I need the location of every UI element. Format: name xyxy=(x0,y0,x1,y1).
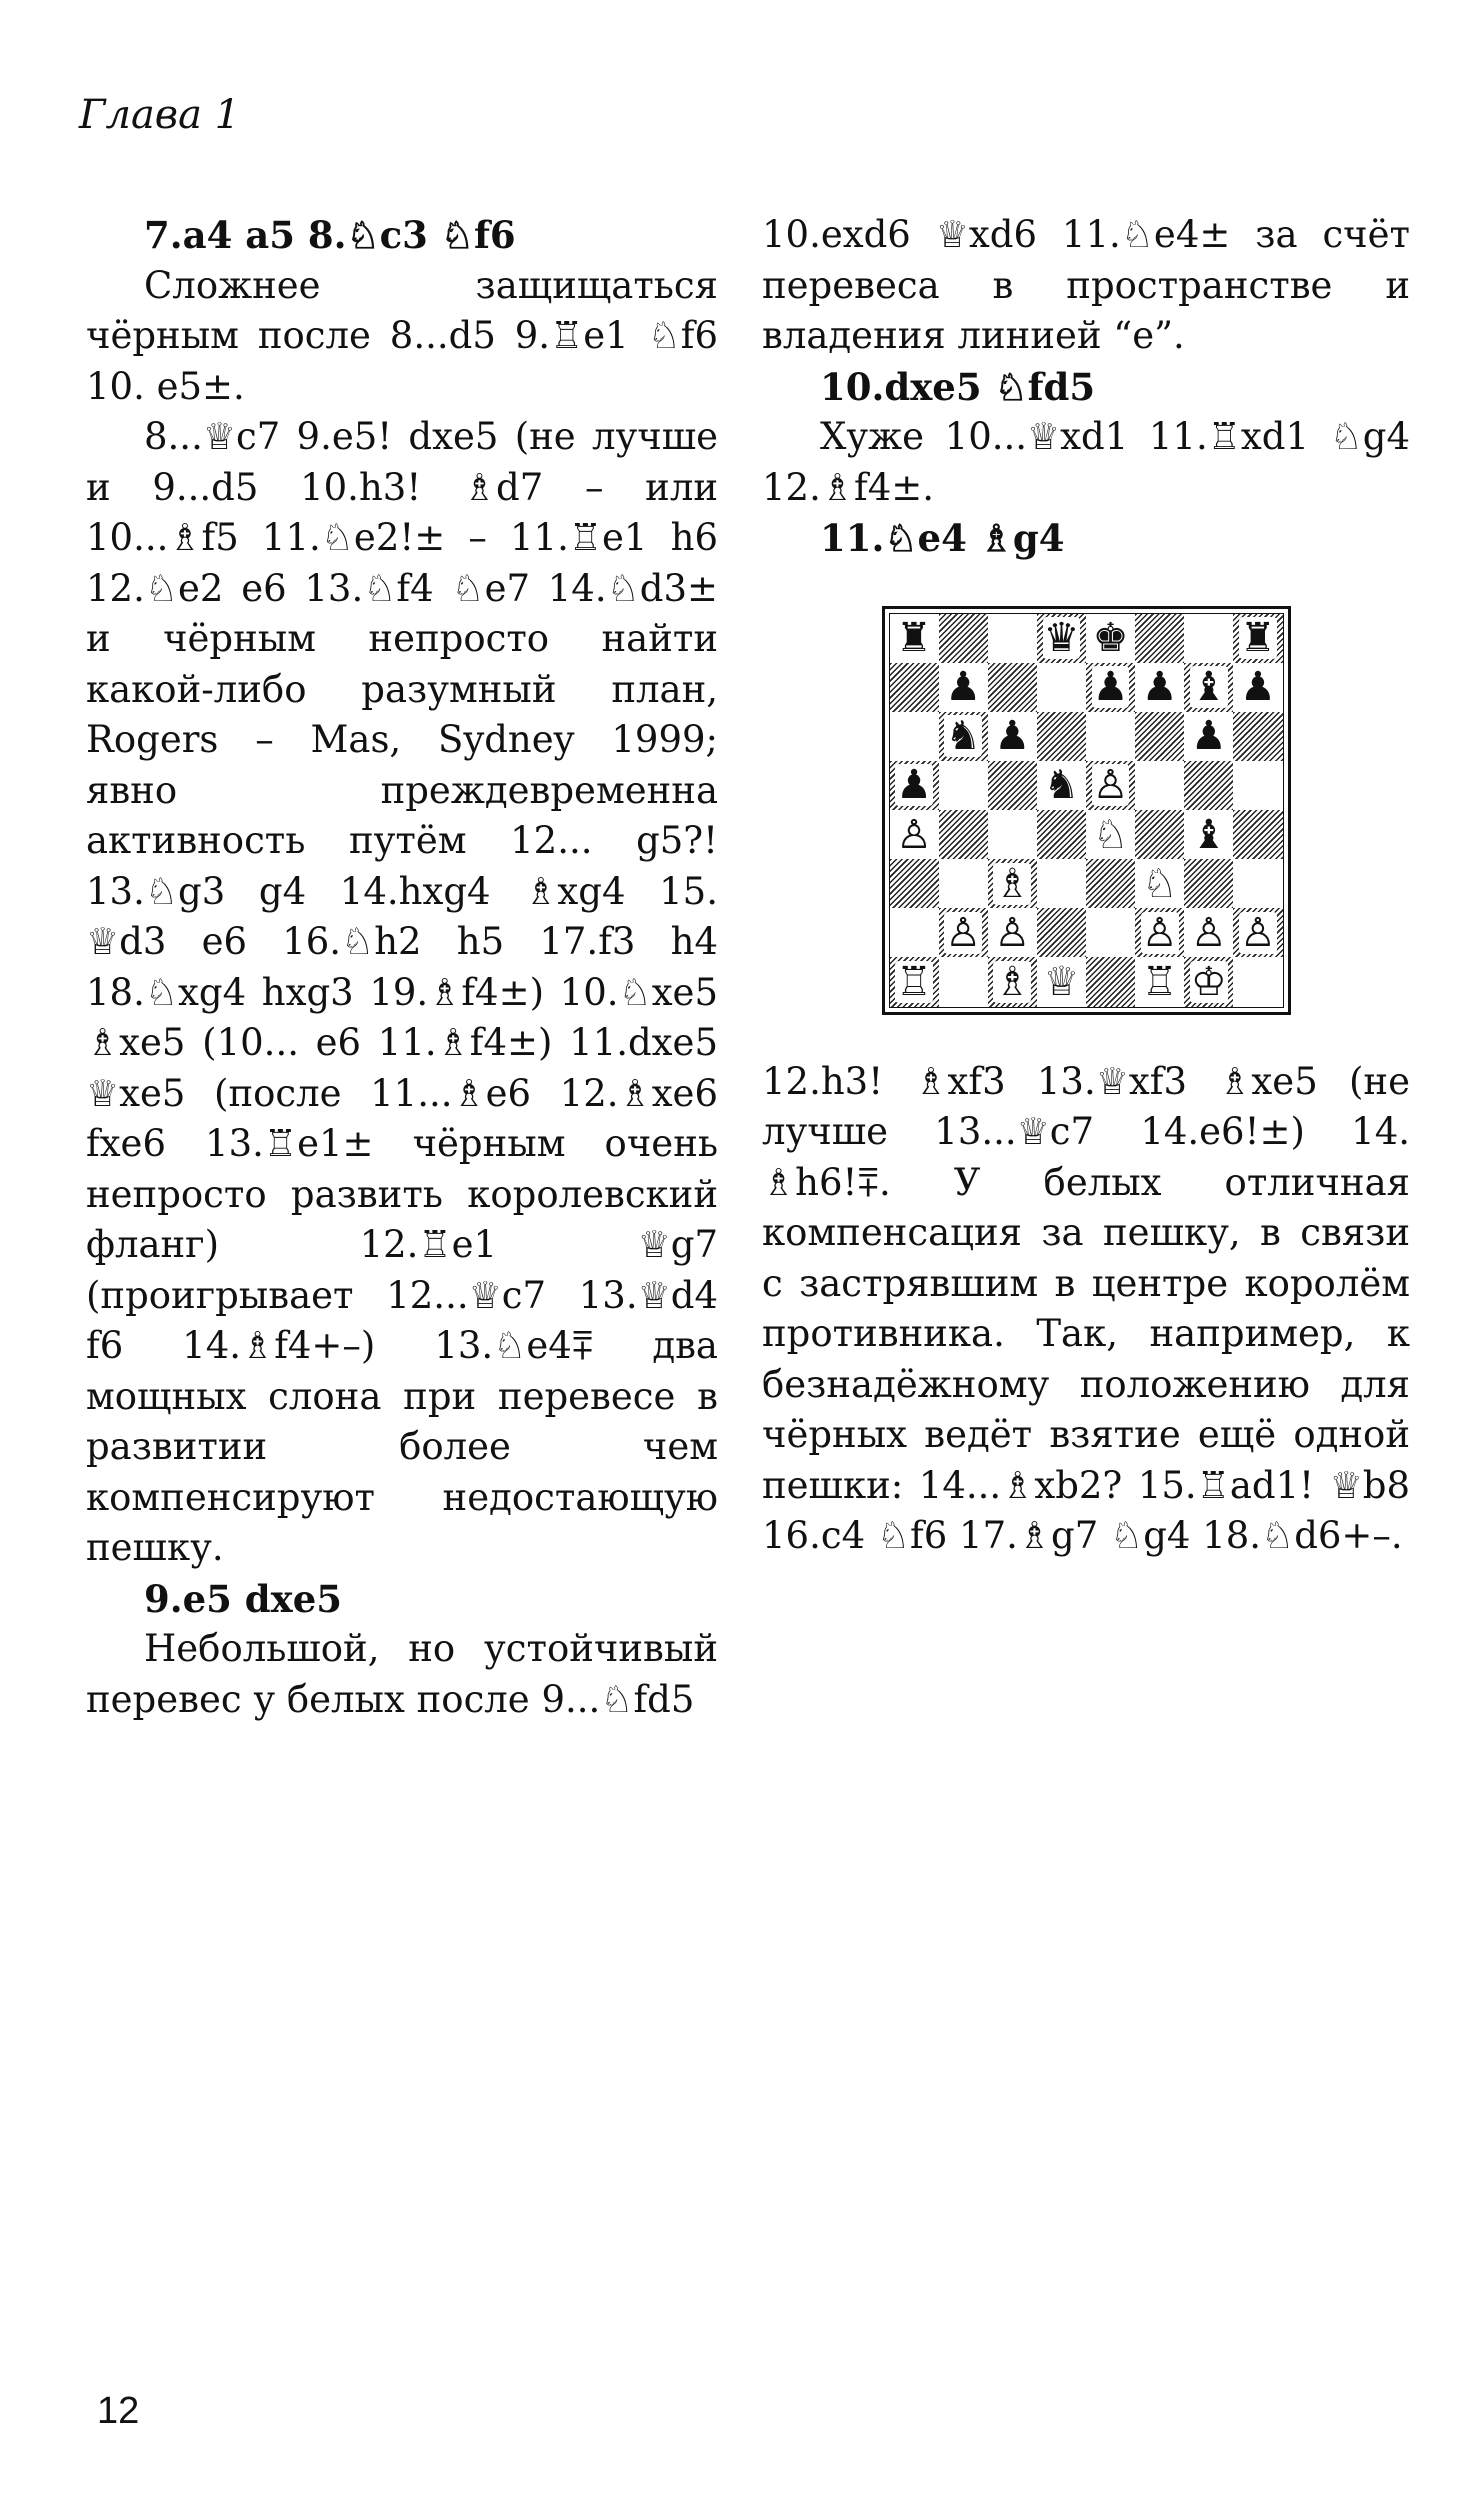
chess-piece-icon: ♗ xyxy=(994,860,1031,907)
chess-piece-icon: ♙ xyxy=(1240,909,1276,956)
chess-piece-icon: ♞ xyxy=(1043,762,1080,809)
chess-piece-icon: ♜ xyxy=(1240,615,1276,662)
square-c5 xyxy=(988,761,1037,810)
paragraph: Хуже 10...♕xd1 11.♖xd1 ♘g4 12.♗f4±. xyxy=(762,415,1410,509)
square-g4 xyxy=(1184,810,1233,859)
square-c7 xyxy=(988,663,1037,712)
chess-piece-icon: ♙ xyxy=(1190,909,1227,956)
square-h3 xyxy=(1233,859,1282,908)
chess-piece-icon: ♘ xyxy=(1141,860,1178,907)
chess-piece-icon: ♞ xyxy=(945,713,982,760)
paragraph: 8...♕c7 9.e5! dxe5 (не лучше и 9...d5 10.h3! ♗d7 – или 10...♗f5 11.♘e2!± – 11.♖e1 h6 12.♘e2 e6 13.♘f4 ♘e7 14.♘d3± и чёрным непросто найти какой-либо разумный план, Rogers – Mas, Sydney 1999; явно преждевременна активность путём 12... g5?! 13.♘g3 g4 14.hxg4 ♗xg4 15. ♕d3 e6 16.♘h2 h5 17.f3 h4 18.♘xg4 hxg3 19.♗f4±) 10.♘xe5 ♗xe5 (10... e6 11.♗f4±) 11.dxe5 ♕xe5 (после 11...♗e6 12.♗xe6 fxe6 13.♖e1± чёрным очень непросто развить королевский фланг) 12.♖e1 ♕g7 (проигрывает 12...♕c7 13.♕d4 f6 14.♗f4+–) 13.♘e4⩱ два мощных слона при перевесе в развитии более чем компенсируют недостающую пешку. xyxy=(86,415,718,1569)
chess-piece-icon: ♚ xyxy=(1092,615,1129,662)
chess-piece-icon: ♟ xyxy=(1190,713,1227,760)
square-h5 xyxy=(1233,761,1282,810)
square-f4 xyxy=(1135,810,1184,859)
square-b7 xyxy=(939,663,988,712)
square-a1 xyxy=(890,957,939,1006)
square-g1 xyxy=(1184,957,1233,1006)
square-b5 xyxy=(939,761,988,810)
square-a6 xyxy=(890,712,939,761)
chess-diagram xyxy=(762,606,1410,1015)
chess-piece-icon: ♟ xyxy=(994,713,1031,760)
square-g2 xyxy=(1184,908,1233,957)
square-e4 xyxy=(1086,810,1135,859)
square-f5 xyxy=(1135,761,1184,810)
square-b4 xyxy=(939,810,988,859)
chess-piece-icon: ♙ xyxy=(945,909,982,956)
chess-piece-icon: ♔ xyxy=(1190,958,1227,1005)
square-c3 xyxy=(988,859,1037,908)
square-c2 xyxy=(988,908,1037,957)
square-h7 xyxy=(1233,663,1282,712)
move-line: 9.e5 dxe5 xyxy=(144,1576,343,1621)
chess-piece-icon: ♕ xyxy=(1043,958,1080,1005)
square-d5 xyxy=(1037,761,1086,810)
chess-piece-icon: ♘ xyxy=(1092,811,1129,858)
square-b2 xyxy=(939,908,988,957)
chess-board-frame xyxy=(882,606,1291,1015)
chess-piece-icon: ♙ xyxy=(994,909,1031,956)
square-f7 xyxy=(1135,663,1184,712)
chess-piece-icon: ♖ xyxy=(896,958,932,1005)
square-h8 xyxy=(1233,614,1282,663)
square-h4 xyxy=(1233,810,1282,859)
square-d4 xyxy=(1037,810,1086,859)
square-a2 xyxy=(890,908,939,957)
square-d2 xyxy=(1037,908,1086,957)
square-f2 xyxy=(1135,908,1184,957)
page-number: 12 xyxy=(97,2390,140,2432)
square-e7 xyxy=(1086,663,1135,712)
square-a7 xyxy=(890,663,939,712)
chess-piece-icon: ♛ xyxy=(1043,615,1080,662)
square-d6 xyxy=(1037,712,1086,761)
square-h1 xyxy=(1233,957,1282,1006)
square-b3 xyxy=(939,859,988,908)
paragraph-continued: 10.exd6 ♕xd6 11.♘e4± за счёт перевеса в пространстве и владения линией “e”. xyxy=(762,213,1410,357)
square-c8 xyxy=(988,614,1037,663)
chess-piece-icon: ♙ xyxy=(896,811,932,858)
square-c6 xyxy=(988,712,1037,761)
square-d1 xyxy=(1037,957,1086,1006)
square-e1 xyxy=(1086,957,1135,1006)
chess-piece-icon: ♗ xyxy=(994,958,1031,1005)
paragraph-analysis: 12.h3! ♗xf3 13.♕xf3 ♗xe5 (не лучше 13...♕c7 14.e6!±) 14. ♗h6!⩱. У белых отличная компенсация за пешку, в связи с застрявшим в центре королём противника. Так, например, к безнадёжному положению для чёрных ведёт взятие ещё одной пешки: 14...♗xb2? 15.♖ad1! ♕b8 16.c4 ♘f6 17.♗g7 ♘g4 18.♘d6+–. xyxy=(762,1059,1410,1557)
paragraph: Небольшой, но устойчивый перевес у белых после 9...♘fd5 xyxy=(86,1627,718,1721)
chess-piece-icon: ♖ xyxy=(1141,958,1178,1005)
square-b8 xyxy=(939,614,988,663)
square-g7 xyxy=(1184,663,1233,712)
square-f1 xyxy=(1135,957,1184,1006)
chess-piece-icon: ♟ xyxy=(945,664,982,711)
square-f3 xyxy=(1135,859,1184,908)
square-d7 xyxy=(1037,663,1086,712)
square-g8 xyxy=(1184,614,1233,663)
chess-piece-icon: ♙ xyxy=(1092,762,1129,809)
square-a8 xyxy=(890,614,939,663)
square-b6 xyxy=(939,712,988,761)
square-e2 xyxy=(1086,908,1135,957)
chess-piece-icon: ♟ xyxy=(896,762,932,809)
square-d8 xyxy=(1037,614,1086,663)
chess-piece-icon: ♙ xyxy=(1141,909,1178,956)
square-g6 xyxy=(1184,712,1233,761)
chess-piece-icon: ♟ xyxy=(1240,664,1276,711)
chess-board xyxy=(889,613,1284,1008)
square-g3 xyxy=(1184,859,1233,908)
square-g5 xyxy=(1184,761,1233,810)
square-a4 xyxy=(890,810,939,859)
chess-piece-icon: ♝ xyxy=(1190,811,1227,858)
move-line: 7.a4 a5 8.♘c3 ♘f6 xyxy=(144,213,516,257)
square-f6 xyxy=(1135,712,1184,761)
square-e3 xyxy=(1086,859,1135,908)
square-c4 xyxy=(988,810,1037,859)
square-e5 xyxy=(1086,761,1135,810)
move-line: 10.dxe5 ♘fd5 xyxy=(820,364,1096,409)
square-f8 xyxy=(1135,614,1184,663)
square-c1 xyxy=(988,957,1037,1006)
right-column xyxy=(762,210,1410,1562)
square-e8 xyxy=(1086,614,1135,663)
chess-piece-icon: ♟ xyxy=(1092,664,1129,711)
square-b1 xyxy=(939,957,988,1006)
chess-piece-icon: ♝ xyxy=(1190,664,1227,711)
square-a5 xyxy=(890,761,939,810)
square-d3 xyxy=(1037,859,1086,908)
square-e6 xyxy=(1086,712,1135,761)
move-line: 11.♘e4 ♗g4 xyxy=(820,516,1065,560)
left-column xyxy=(86,210,718,1725)
paragraph: Сложнее защищаться чёрным после 8...d5 9.♖e1 ♘f6 10. e5±. xyxy=(86,263,718,408)
chess-piece-icon: ♜ xyxy=(896,615,932,662)
square-h2 xyxy=(1233,908,1282,957)
square-a3 xyxy=(890,859,939,908)
square-h6 xyxy=(1233,712,1282,761)
chapter-header: Глава 1 xyxy=(79,92,241,138)
chess-piece-icon: ♟ xyxy=(1141,664,1178,711)
